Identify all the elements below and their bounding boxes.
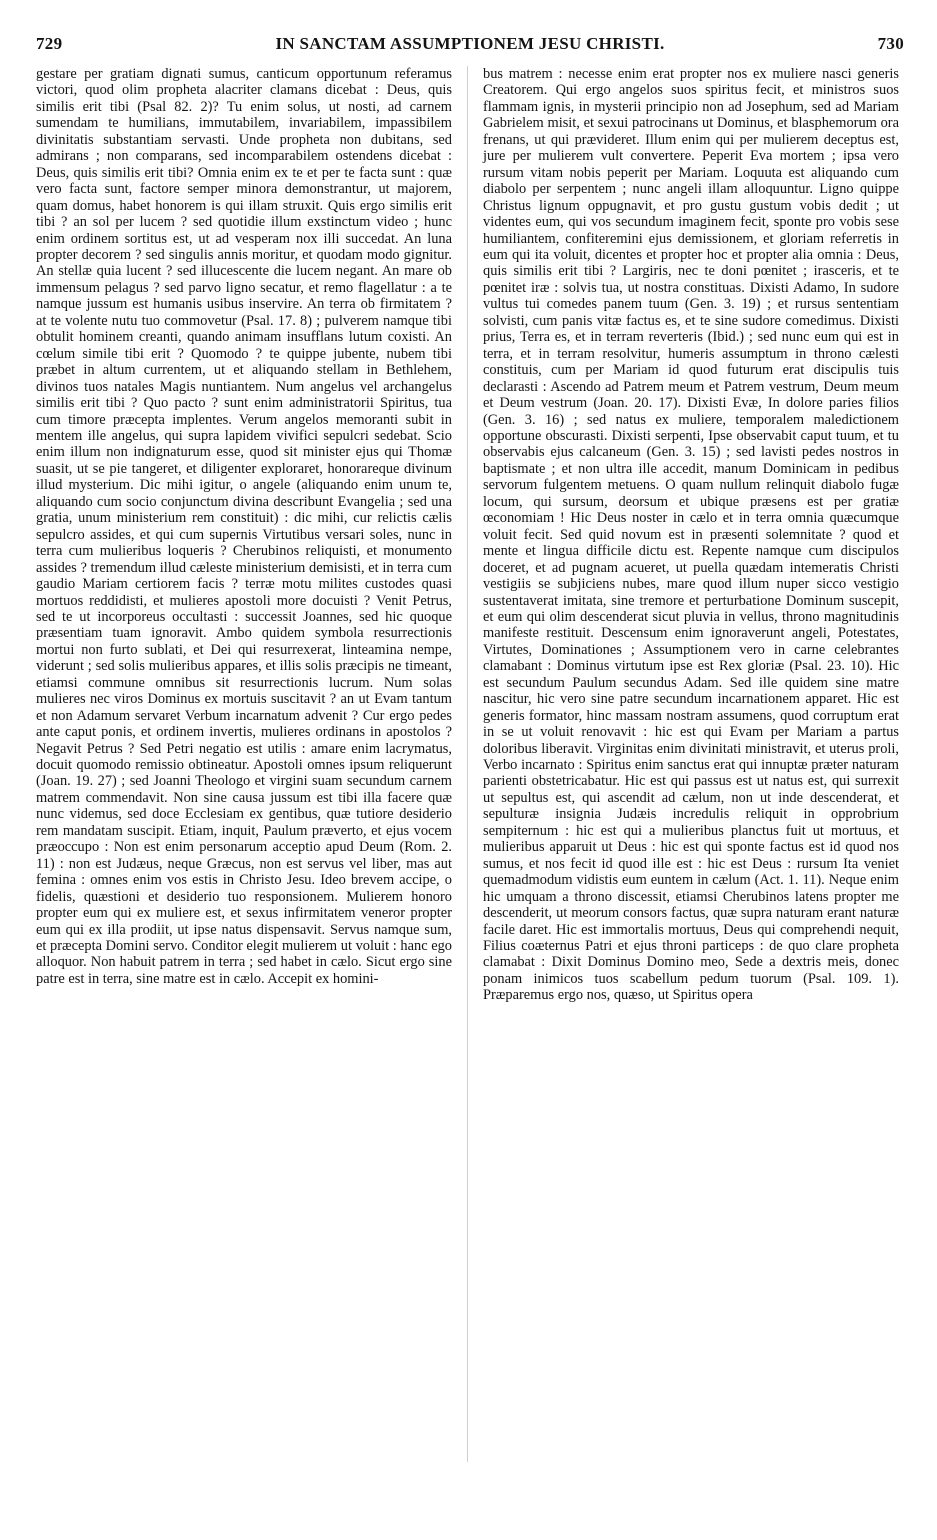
running-title: IN SANCTAM ASSUMPTIONEM JESU CHRISTI. [275,34,665,53]
column-divider [467,66,468,1462]
text-column-right [483,66,899,1004]
page-number-right: 730 [877,34,904,53]
running-header [36,34,904,58]
page-number-left: 729 [36,34,63,53]
right-column-text: bus matrem : necesse enim erat propter nos ex muliere nasci generis Creatorem. Qui ergo angelos suos spiritus fecit, et ministros suos flammam ignis, in mysterii principio non ad Josephum, sed ad Mariam Gabrielem misit, et sexui patrocinans ut Dominus, et blasphemorum ora frenans, ut qui prævideret. Illum enim qui per mulierem deceptus est, jure per mulierem vult convertere. Peperit Eva mortem ; ipsa vero rursum vitam nobis peperit per Mariam. Loquuta est aliquando cum diabolo per serpentem ; nunc angeli illam alloquuntur. Ligno quippe Christus lignum oppugnavit, et pro gustu gustum vobis dedit ; ut videntes eum, qui vos secundum imaginem fecit, sponte pro vobis sese humiliantem, confiteremini ejus demissionem, et gloriam referretis in eum qui ita voluit, dicentes et propter hoc et propter alia omnia : Deus, quis similis erit tibi ? Largiris, nec te doni pœnitet ; irasceris, et te pœnitet iræ : solvis tua, ut nostra constituas. Dixisti Adamo, In sudore vultus tui comedes panem tuum (Gen. 3. 19) ; et rursus sententiam solvisti, cum panis vitæ factus es, et te sine sudore comedimus. Dixisti prius, Terra es, et in terram reverteris (Ibid.) ; sed nunc eum qui est in terra, et in terram resolvitur, humeris assumptum in throno cælesti constituis, cum per Mariam id quod futurum erat discipulis tuis declarasti : Ascendo ad Patrem meum et Patrem vestrum, Deum meum et Deum vestrum (Joan. 20. 17). Dixisti Evæ, In dolore paries filios (Gen. 3. 16) ; sed natus ex muliere, temporalem maledictionem opportune obscurasti. Dixisti serpenti, Ipse observabit caput tuum, et tu observabis ejus calcaneum (Gen. 3. 15) ; sed lavisti pedes nostros in baptismate ; et non ultra ille accedit, manum Dominicam in pedibus servorum fulgentem metuens. O quam nullum relinquit diabolo fugæ locum, qui sursum, deorsum et ubique præsens est per gratiæ œconomiam ! Hic Deus noster in cælo et in terra omnia quæcumque voluit fecit. Sed quid novum est in præsenti solemnitate ? quod et mente et lingua difficile dictu est. Repente namque cum discipulos doceret, et ad pugnam acueret, ut puella quædam intemeratis Christi vestigiis se subjiciens nubes, mare quod illum nuper sicco vestigio sustentaverat imitata, sine tremore et perturbatione Dominum suscepit, et eum qui olim descenderat sicut pluvia in vellus, throno magnitudinis manifeste restituit. Descensum enim ignoraverunt angeli, Potestates, Virtutes, Dominationes ; Assumptionem vero in carne celebrantes clamabant : Dominus virtutum ipse est Rex gloriæ (Psal. 23. 10). Hic est secundum Paulum secundus Adam. Sed ille quidem sine matre nascitur, hic vero sine patre secundum incarnationem apparet. Hic est generis formator, hinc massam nostram assumens, quod corruptum erat in se ut voluit renovavit : hic est qui Evam per Mariam a partus doloribus liberavit. Virginitas enim divinitati ministravit, et uterus proli, Verbo incarnato : Spiritus enim sanctus erat qui innuptæ præter naturam parienti obstetricabatur. Hic est qui passus est ut natus est, qui surrexit ut sepultus est, qui ascendit ad cælum, non ut inde descenderat, et sepulturæ insignia Judæis incredulis reliquit in opprobrium sempiternum : hic est qui a mulieribus planctus fuit ut mortuus, et mulieribus apparuit ut Deus : hic est qui sponte factus est id quod nos sumus, et nos fecit id quod ille est : hic est Deus : rursum Ita veniet quemadmodum vidistis eum euntem in cælum (Act. 1. 11). Neque enim hic umquam a throno discessit, etiamsi Cherubinos latens propter me descenderit, ut meorum consors factus, quæ supra naturam erant naturæ facile daret. Hic est immortalis mortuus, Deus qui comprehendi nequit, Filius coæternus Patri et ejus throni particeps : de quo clare propheta clamabat : Dixit Dominus Domino meo, Sede a dextris meis, donec ponam inimicos tuos scabellum pedum tuorum (Psal. 109. 1). Præparemus ergo nos, quæso, ut Spiritus opera [483,66,899,1004]
left-column-text: gestare per gratiam dignati sumus, canticum opportunum referamus victori, quod olim propheta alacriter clamans dicebat : Deus, quis similis erit tibi (Psal 82. 2)? Tu enim solus, ut nosti, ad carnem sumendam te humilians, immutabilem, invariabilem, impassibilem divinitatis substantiam servasti. Unde propheta non dubitans, sed admirans ; non comparans, sed incomparabilem ostendens dicebat : Deus, quis similis erit tibi? Omnia enim ex te et per te facta sunt : quæ vero facta sunt, factore semper minora demonstrantur, ut majorem, quam domus, habet honorem is qui illam struxit. Quis ergo similis erit tibi ? an sol per lucem ? sed quotidie illum exstinctum video ; hunc enim ordinem sortitus est, ut ad vesperam nox illi succedat. An luna propter decorem ? sed singulis annis moritur, et quodam modo gignitur. An stellæ quia lucent ? sed illucescente die lucem negant. An mare ob immensum pelagus ? sed parvo ligno secatur, et remo flagellatur : a te namque jussum est humanis usibus inservire. An terra ob firmitatem ? at te volente nutu tuo commovetur (Psal. 17. 8) ; pulverem namque tibi obtulit hominem creanti, quando animam insufflans lutum coxisti. An cœlum simile tibi erit ? Quomodo ? te quippe jubente, nubem tibi præbet in altum currentem, ut et aliquando stellam in Bethlehem, divinos tuos natales Magis nuntiantem. Num angelus vel archangelus similis erit tibi ? Quo pacto ? sunt enim administratorii Spiritus, tua cum timore præcepta implentes. Verum angelos memoranti subit in mentem ille angelus, qui supra lapidem vivifici sepulcri sedebat. Scio enim illum non indignaturum esse, quod sit minister ejus qui Thomæ suasit, ut se pie tangeret, et diligenter exploraret, honorareque divinum illud mysterium. Dic mihi igitur, o angele (aliquando enim unum te, aliquando cum socio conjunctum divina describunt Evangelia ; sed una gratia, unum ministerium rem constituit) : dic mihi, cur relictis cælis sepulcro assides, et qui cum supernis Virtutibus versari soles, nunc in terra cum mulieribus loqueris ? Cherubinos reliquisti, et monumento assides ? tremendum illud cæleste ministerium demisisti, et in terra cum gaudio Mariam certiorem facis ? terræ motu milites custodes quasi mortuos reddidisti, et mulieres apostoli more docuisti ? Venit Petrus, sed te ut incorporeus occultasti : successit Joannes, sed hic quoque præsentiam tuam ignoravit. Ambo quidem symbola resurrectionis mortui non furto sublati, et Dei qui resurrexerat, linteamina nempe, viderunt ; sed solis mulieribus appares, et illis solis præcipis ne timeant, etiamsi commune omnibus sit resurrectionis lucrum. Num solas mulieres nec viros Dominus ex mortuis suscitavit ? an ut Evam tantum et non Adamum servaret Verbum incarnatum advenit ? Cur ergo pedes ante caput ponis, et ordinem invertis, mulieres ordinans in apostolos ? Negavit Petrus ? Sed Petri negatio est utilis : amare enim lacrymatus, docuit quomodo remissio obtineatur. Apostoli omnes ipsum reliquerunt (Joan. 19. 27) ; sed Joanni Theologo et virgini suam secundum carnem matrem commendavit. Non sine causa jussum est tibi illa facere quæ nunc videmus, sed doce Ecclesiam ex gentibus, quæ tutiore desiderio rem mandatam suscipit. Etiam, inquit, Paulum præverto, et ejus vocem præoccupo : Non est enim personarum acceptio apud Deum (Rom. 2. 11) : non est Judæus, neque Græcus, non est servus vel liber, mas aut femina : omnes enim vos estis in Christo Jesu. Ideo brevem accipe, o fidelis, quæstioni et desiderio tuo responsionem. Mulierem honoro propter eum qui ex muliere est, et sexus infirmitatem veneror propter eum qui ex illa prodiit, ut ipse natus dispensavit. Servus namque sum, et præcepta Domini servo. Conditor elegit mulierem ut voluit : hanc ego alloquor. Non habuit patrem in terra ; sed habet in cælo. Sicut ergo sine patre est in terra, sine matre est in cælo. Accepit ex homini- [36,66,452,987]
text-column-left [36,66,452,987]
